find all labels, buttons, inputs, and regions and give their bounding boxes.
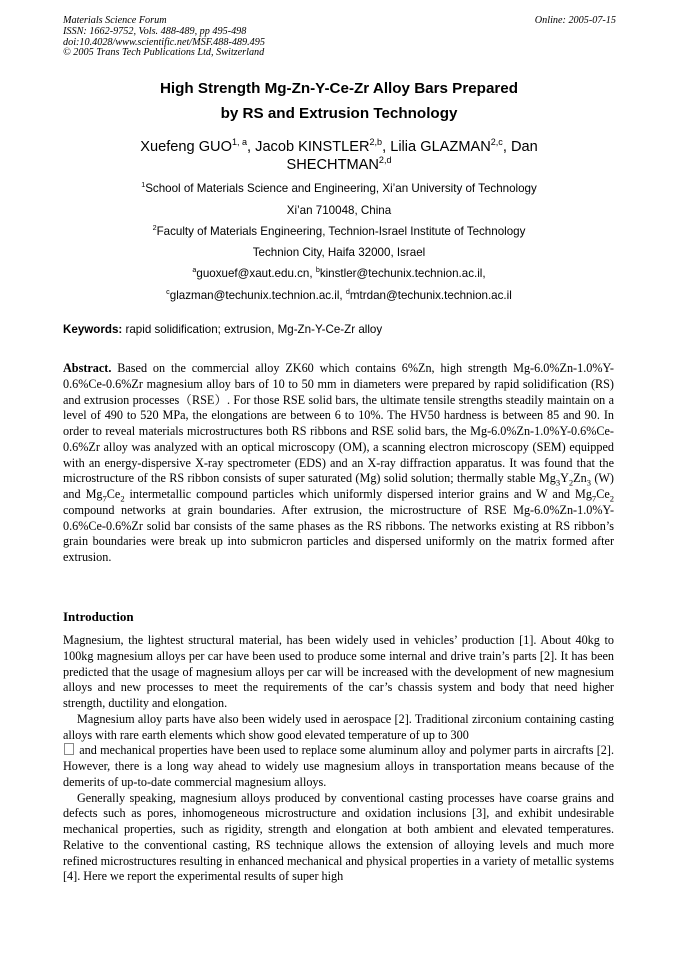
abstract-text: intermetallic compound particles which uniformly dispersed interior grains and W and Mg: [124, 487, 592, 501]
email-superscript: c: [166, 287, 170, 297]
affiliation-text: School of Materials Science and Engineering, Xi’an University of Technology: [145, 182, 537, 195]
paper-title-line1: High Strength Mg-Zn-Y-Ce-Zr Alloy Bars Prepared: [159, 80, 519, 97]
subscript: 3: [555, 477, 561, 488]
author-name: Lilia GLAZMAN: [390, 139, 491, 155]
subscript: 3: [586, 477, 591, 488]
abstract-text: Based on the commercial alloy ZK60 which contains 6%Zn, high strength Mg-6.0%Zn-1.0%Y-0.6%Ce-0.6%Zr magnesium alloy bars of 10 to 50 mm in diameters were prepared by rapid solidification (RS) and extrusion processes（RSE）. For those RSE solid bars, the ultimate tensile strengths steadily maintain on a level of 490 to 520 MPa, the elongations are between 6 to 10%. The HV50 hardness is between 85 and 90. In order to reveal materials microstructures both RS ribbons and RSE solid bars, the Mg-6.0%Zn-1.0%Y-0.6%Ce-0.6%Zr alloy was analyzed with an optical microscopy (OM), a scanning electron microscopy (SEM) equipped with an energy-dispersive X-ray spectrometer (EDS) and an X-ray diffraction apparatus. It was found that the microstructure of the RS ribbon consists of super saturated (Mg) solid solution; thermally stable Mg: [63, 361, 614, 486]
author-superscript: 2,c: [490, 137, 503, 148]
issn-line: ISSN: 1662-9752, Vols. 488-489, pp 495-498: [63, 25, 247, 37]
email-link[interactable]: kinstler@techunix.technion.ac.il,: [319, 267, 486, 280]
abstract-text: Ce: [106, 487, 121, 501]
subscript: 2: [120, 493, 125, 504]
author-list: Xuefeng GUO$^{1, a}$, Jacob KINSTLER$^{2,b}$, Lilia GLAZMAN$^{2,c}$, Dan SHECHTMAN$^{2,d}$: [140, 137, 538, 173]
introduction-heading: Introduction: [63, 609, 134, 624]
intro-paragraph-2: [63, 712, 614, 791]
email-superscript: d: [345, 287, 350, 297]
affiliation-text: Faculty of Materials Engineering, Technion-Israel Institute of Technology: [156, 225, 526, 238]
missing-glyph-icon: [64, 743, 74, 755]
subscript: 2: [568, 477, 574, 488]
affiliation-superscript: 1: [141, 180, 146, 190]
paragraph-text: and mechanical properties have been used to replace some aluminum alloy and polymer parts in aircrafts [2]. However, there is a long way ahead to widely use magnesium alloys in transportation means because of the demerits of up-to-date commercial magnesium alloys.: [63, 743, 614, 789]
author-name: Dan: [510, 139, 538, 155]
affiliation-2-city: Technion City, Haifa 32000, Israel: [252, 246, 426, 259]
affiliation-superscript: 2: [152, 223, 157, 233]
abstract-text: compound networks at grain boundaries. After extrusion, the microstructure of RSE Mg-6.0%Zn-1.0%Y-0.6%Ce-0.6%Zr solid bar consists of the same phases as the RS ribbons. The networks existing at RS ribbon’s grain boundaries were break up into submicron particles and dispersed uniformly on the matrix formed after extrusion.: [63, 502, 614, 564]
paragraph-text: Magnesium alloy parts have also been widely used in aerospace [2]. Traditional zirconium containing casting alloys with rare earth elements which show good elevated temperature of up to 300: [63, 711, 614, 742]
abstract: [63, 361, 614, 566]
introduction-body: [63, 633, 614, 885]
author-superscript: 2,d: [378, 155, 392, 166]
doi-line: doi:10.4028/www.scientific.net/MSF.488-489.495: [63, 36, 265, 48]
affiliation-2: [60, 225, 618, 238]
subscript: 2: [609, 493, 614, 504]
email-link[interactable]: mtrdan@techunix.technion.ac.il: [349, 289, 512, 302]
abstract-text: (W) and Mg: [63, 471, 614, 501]
paper-title-line2: by RS and Extrusion Technology: [220, 105, 458, 122]
copyright-line: © 2005 Trans Tech Publications Ltd, Switzerland: [63, 47, 265, 59]
keywords-text: rapid solidification; extrusion, Mg-Zn-Y-Ce-Zr alloy: [122, 323, 383, 336]
author-superscript: 2,b: [369, 137, 383, 148]
email-superscript: a: [192, 265, 197, 275]
keywords-label: Keywords:: [63, 323, 123, 336]
intro-paragraph-3: Generally speaking, magnesium alloys produced by conventional casting processes have coarse grains and defects such as pores, inhomogeneous microstructure and oxidation inclusions [3], and exhibit undesirable mechanical properties, such as rigidity, strength and elongation at both ambient and elevated temperatures. Relative to the conventional casting, RS technique allows the extension of alloying levels and much more refined microstructures resulting in enhanced mechanical and physical properties in a variety of metallic systems [4]. Here we report the experimental results of super high: [63, 790, 614, 884]
subscript: 7: [102, 493, 107, 504]
keywords: [63, 323, 382, 336]
email-line-1: [60, 267, 618, 280]
author-name: Jacob KINSTLER: [255, 139, 370, 155]
abstract-label: Abstract.: [63, 361, 112, 375]
abstract-text: Ce: [596, 487, 610, 501]
journal-name: Materials Science Forum: [63, 15, 167, 26]
author-name: Xuefeng GUO: [140, 139, 232, 155]
email-line-2: [60, 289, 618, 302]
email-link[interactable]: guoxuef@xaut.edu.cn,: [196, 267, 316, 280]
email-superscript: b: [315, 265, 320, 275]
affiliation-1-city: Xi’an 710048, China: [286, 204, 392, 217]
author-name: SHECHTMAN: [286, 157, 379, 173]
affiliation-1: [60, 182, 618, 195]
email-link[interactable]: glazman@techunix.technion.ac.il,: [169, 289, 346, 302]
intro-paragraph-1: Magnesium, the lightest structural material, has been widely used in vehicles’ production [1]. About 40kg to 100kg magnesium alloys per car have been used to produce some internal and drive train’s parts [2]. It has been predicted that the usage of magnesium alloys per car will be increased with the development of new magnesium alloys and new processes to meet the requirements of the car’s chassis system and body that need higher strength, ductility and elongation.: [63, 633, 614, 710]
subscript: 7: [591, 493, 597, 504]
author-superscript: 1, a: [231, 137, 248, 148]
abstract-text: Y: [560, 471, 569, 486]
journal-header: [63, 16, 265, 59]
online-date: Online: 2005-07-15: [534, 15, 616, 26]
abstract-text: Zn: [573, 471, 587, 486]
